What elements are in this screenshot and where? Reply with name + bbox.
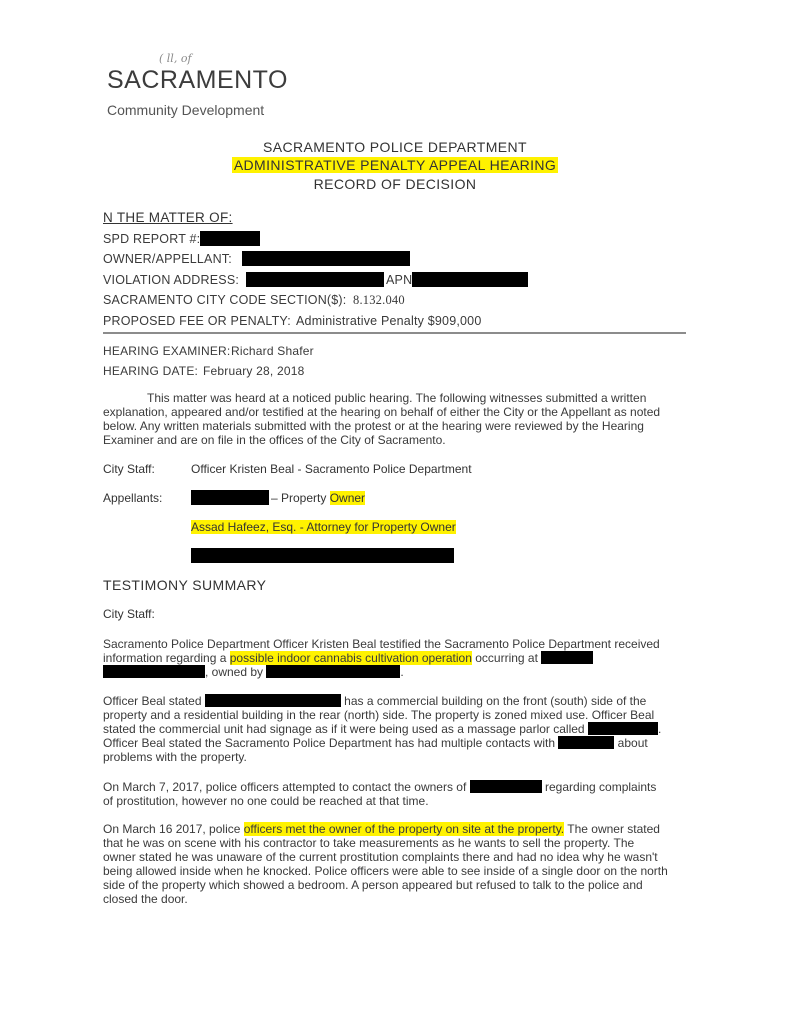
appellant-1-owner: Owner bbox=[329, 491, 366, 505]
matter-heading: N THE MATTER OF: bbox=[103, 210, 233, 225]
title-block bbox=[0, 138, 790, 193]
redaction-appellant-name bbox=[191, 490, 269, 505]
logo-script: ( ll, of bbox=[159, 52, 192, 65]
redaction-apn bbox=[412, 272, 528, 287]
appellant-1-role: – Property bbox=[271, 491, 330, 505]
redaction-p2-business bbox=[588, 722, 658, 735]
code-section-value: 8.132.040 bbox=[353, 293, 405, 307]
redaction-p1-address-2 bbox=[103, 665, 205, 678]
penalty-value: Administrative Penalty $909,000 bbox=[296, 314, 482, 328]
redaction-p3-address bbox=[470, 780, 542, 793]
redaction-appellant-3 bbox=[191, 548, 454, 563]
owner-appellant-label: OWNER/APPELLANT: bbox=[103, 252, 232, 266]
hearing-examiner-value: Richard Shafer bbox=[231, 344, 314, 358]
appellants-label: Appellants: bbox=[103, 491, 163, 505]
title-line-1: SACRAMENTO POLICE DEPARTMENT bbox=[262, 139, 528, 155]
testimony-paragraph-4: On March 16 2017, police officers met the owner of the property on site at the property. The owner stated that he was on scene with his contractor to take measurements as he wants to sell the property. The owner stated he was unaware of the current prostitution complaints there and had no idea why he wasn't being allowed inside when he knocked. Police officers were able to see inside of a single door on the north side of the property which showed a bedroom. A person appeared but refused to talk to the police and closed the door. bbox=[103, 822, 668, 906]
hearing-examiner-label: HEARING EXAMINER: bbox=[103, 344, 231, 358]
code-section-label: SACRAMENTO CITY CODE SECTION($): bbox=[103, 293, 347, 307]
highlight-cannabis: possible indoor cannabis cultivation operation bbox=[229, 651, 472, 665]
testimony-subheading: City Staff: bbox=[103, 607, 155, 621]
city-name: SACRAMENTO bbox=[107, 66, 288, 94]
violation-address-label: VIOLATION ADDRESS: bbox=[103, 273, 240, 287]
title-line-2: ADMINISTRATIVE PENALTY APPEAL HEARING bbox=[233, 157, 557, 173]
testimony-paragraph-2: Officer Beal stated has a commercial building on the front (south) side of the property and a residential building in the rear (north) side. The property is zoned mixed use. Officer Beal stated the commercial unit had signage as if it were being used as a massage parlor called . Officer Beal stated the Sacramento Police Department has had multiple contacts with about problems with the property. bbox=[103, 694, 662, 764]
redaction-violation-address bbox=[246, 272, 384, 287]
redaction-p2-address bbox=[205, 694, 341, 707]
testimony-paragraph-1: Sacramento Police Department Officer Kristen Beal testified the Sacramento Police Department received information regarding a possible indoor cannabis cultivation operation occurring at , owned by . bbox=[103, 637, 660, 679]
city-staff-label: City Staff: bbox=[103, 462, 155, 476]
redaction-p1-owner bbox=[266, 665, 400, 678]
redaction-p2-contact bbox=[558, 736, 614, 749]
hearing-date-value: February 28, 2018 bbox=[203, 364, 305, 378]
redaction-p1-address bbox=[541, 651, 593, 664]
redaction-owner bbox=[242, 251, 410, 266]
department-name: Community Development bbox=[107, 102, 265, 118]
hearing-date-label: HEARING DATE: bbox=[103, 364, 199, 378]
appellant-2: Assad Hafeez, Esq. - Attorney for Property Owner bbox=[191, 520, 456, 534]
city-staff-value: Officer Kristen Beal - Sacramento Police Department bbox=[191, 462, 472, 476]
redaction-spd-report bbox=[200, 231, 260, 246]
penalty-label: PROPOSED FEE OR PENALTY: bbox=[103, 314, 291, 328]
title-line-3: RECORD OF DECISION bbox=[313, 176, 477, 192]
testimony-heading: TESTIMONY SUMMARY bbox=[103, 577, 267, 593]
section-divider bbox=[103, 332, 686, 334]
testimony-paragraph-3: On March 7, 2017, police officers attempted to contact the owners of regarding complaints of prostitution, however no one could be reached at that time. bbox=[103, 780, 657, 808]
highlight-owner-met: officers met the owner of the property on site at the property. bbox=[243, 822, 565, 836]
apn-label: APN bbox=[386, 273, 413, 287]
appellant-1 bbox=[271, 491, 365, 505]
spd-report-label: SPD REPORT #: bbox=[103, 232, 201, 246]
intro-paragraph: This matter was heard at a noticed public hearing. The following witnesses submitted a written explanation, appeared and/or testified at the hearing on behalf of either the City or the Appellant as noted below. Any written materials submitted with the protest or at the hearing were reviewed by the Hearing Examiner and are on file in the offices of the City of Sacramento. bbox=[103, 391, 661, 447]
